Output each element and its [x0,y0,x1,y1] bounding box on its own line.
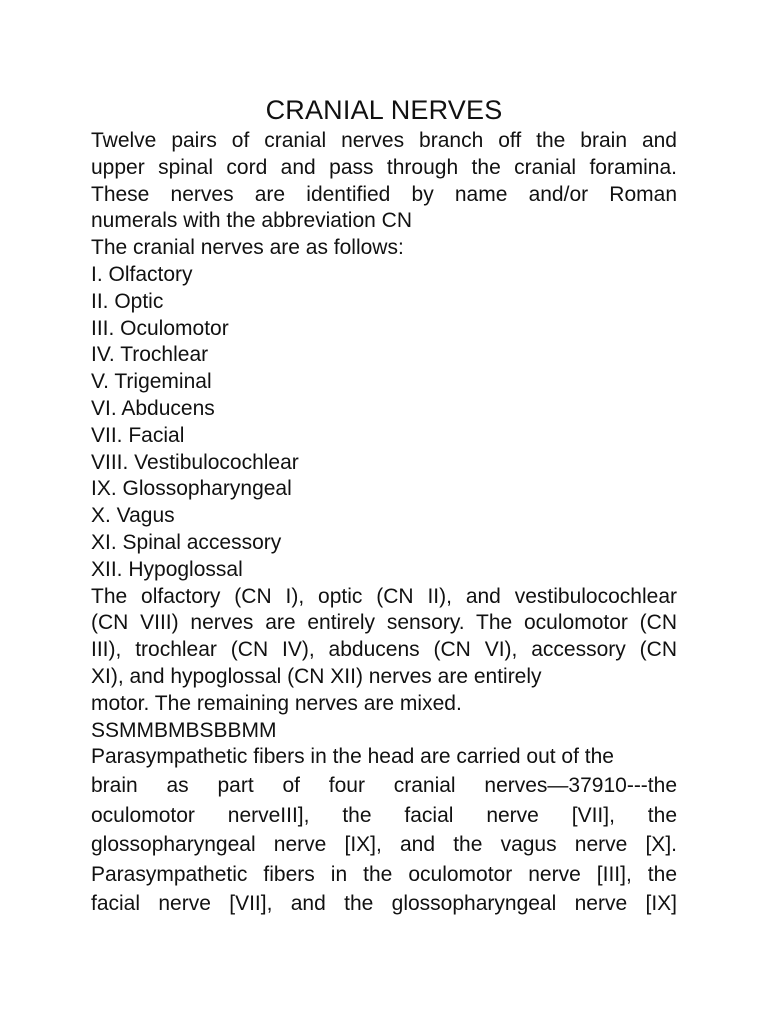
sensory-motor-line: The olfactory (CN I), optic (CN II), and vestibulocochlear [91,584,677,608]
list-item: IX. Glossopharyngeal [91,477,292,501]
parasympathetic-line: Parasympathetic fibers in the head are carried out of the [91,745,614,769]
nerve-type-code: SSMMBMBSBBMM [91,718,277,742]
sensory-motor-line: motor. The remaining nerves are mixed. [91,691,462,715]
page-title: CRANIAL NERVES [265,95,503,125]
parasympathetic-line: facial nerve [VII], and the glossopharyngeal nerve [IX] [91,892,677,916]
list-item: X. Vagus [91,504,175,528]
list-item: IV. Trochlear [91,343,209,367]
list-item: III. Oculomotor [91,316,229,340]
list-item: VI. Abducens [91,396,215,420]
document-page [91,92,677,919]
intro-paragraph [91,128,677,235]
list-heading: The cranial nerves are as follows: [91,236,404,260]
parasympathetic-line: glossopharyngeal nerve [IX], and the vagus nerve [X]. [91,833,677,857]
parasympathetic-line: oculomotor nerveIII], the facial nerve [VII], the [91,803,677,827]
parasympathetic-paragraph [91,744,677,918]
parasympathetic-line: Parasympathetic fibers in the oculomotor nerve [III], the [91,862,677,886]
list-item: VII. Facial [91,423,185,447]
sensory-motor-line: XI), and hypoglossal (CN XII) nerves are entirely [91,664,542,688]
list-item: I. Olfactory [91,262,193,286]
sensory-motor-line: (CN VIII) nerves are entirely sensory. The oculomotor (CN [91,611,677,635]
list-item: VIII. Vestibulocochlear [91,450,299,474]
intro-line: These nerves are identified by name and/or Roman [91,182,677,206]
cranial-nerve-list [91,262,677,584]
list-item: XII. Hypoglossal [91,557,243,581]
intro-line: upper spinal cord and pass through the cranial foramina. [91,155,677,179]
parasympathetic-line: brain as part of four cranial nerves—37910---the [91,774,677,798]
sensory-motor-paragraph [91,584,677,718]
list-item: V. Trigeminal [91,370,212,394]
intro-line: Twelve pairs of cranial nerves branch off the brain and [91,129,677,152]
list-item: XI. Spinal accessory [91,530,282,554]
sensory-motor-line: III), trochlear (CN IV), abducens (CN VI), accessory (CN [91,638,677,662]
list-item: II. Optic [91,289,164,313]
intro-line: numerals with the abbreviation CN [91,209,412,233]
